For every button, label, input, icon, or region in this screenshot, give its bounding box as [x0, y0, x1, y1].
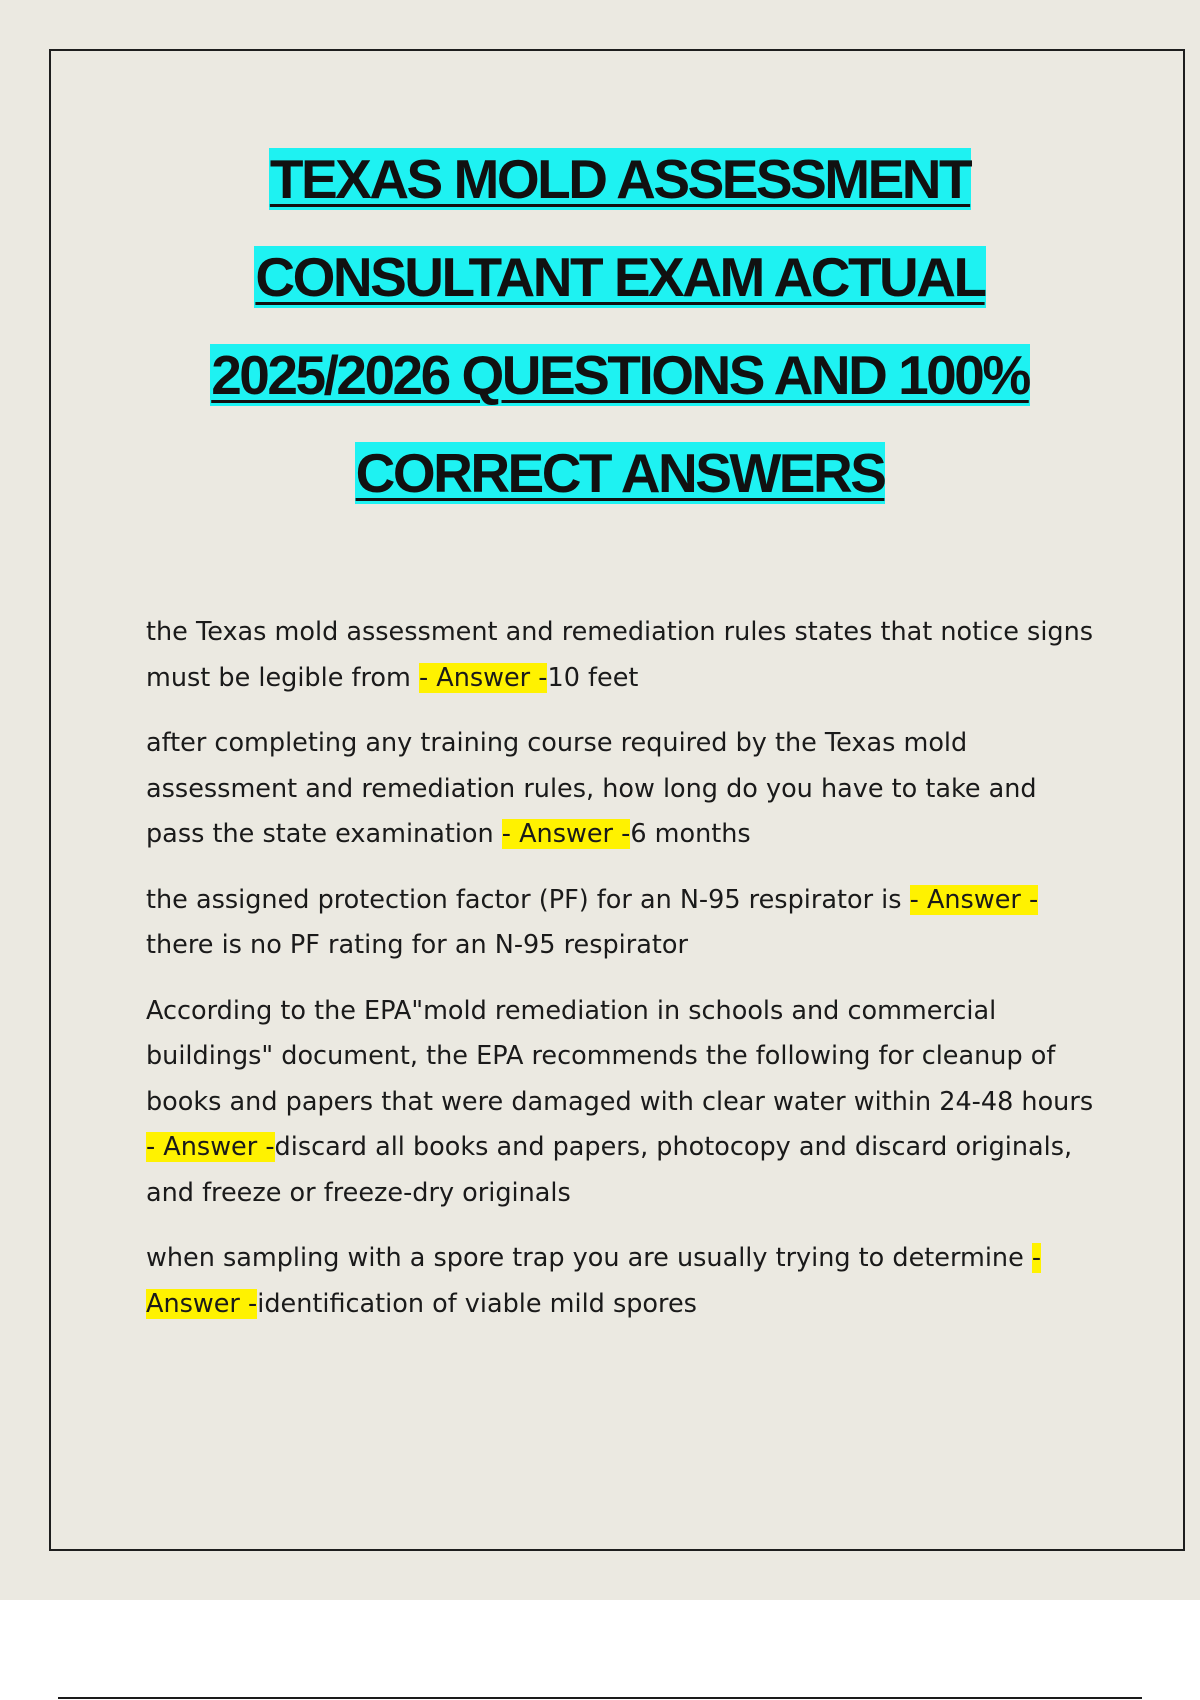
qa-list — [146, 610, 1096, 1347]
question-text: the assigned protection factor (PF) for an N-95 respirator is — [146, 884, 910, 915]
answer-marker: - Answer - — [909, 884, 1039, 915]
title-line-text: CONSULTANT EXAM ACTUAL — [255, 246, 985, 308]
title-line-text: 2025/2026 QUESTIONS AND 100% — [211, 344, 1029, 406]
answer-text: 10 feet — [547, 662, 639, 693]
qa-item — [146, 1236, 1096, 1327]
answer-text: discard all books and papers, photocopy and discard originals, and freeze or freeze-dry originals — [146, 1132, 1073, 1208]
question-text: when sampling with a spore trap you are usually trying to determine — [146, 1243, 1032, 1273]
answer-text: identification of viable mild spores — [257, 1288, 697, 1319]
title-line — [60, 228, 1180, 326]
question-text: the Texas mold assessment and remediation rules states that notice signs must be legible from — [146, 617, 1094, 693]
qa-item — [146, 721, 1096, 858]
qa-item — [146, 878, 1096, 969]
answer-marker: - Answer - — [146, 1132, 275, 1162]
answer-text: there is no PF rating for an N-95 respirator — [146, 930, 688, 960]
title-line — [60, 326, 1180, 424]
title-line — [60, 130, 1180, 228]
title-line — [60, 424, 1180, 522]
bottom-divider — [58, 1697, 1142, 1699]
document-title — [60, 130, 1180, 522]
answer-text: 6 months — [630, 819, 751, 849]
answer-marker: - Answer - — [418, 662, 548, 693]
question-text: According to the EPA"mold remediation in schools and commercial buildings" document, the EPA recommends the following for cleanup of books and papers that were damaged with clear water within 24-48 hours — [146, 995, 1094, 1117]
qa-item — [146, 610, 1096, 701]
qa-item — [146, 989, 1096, 1217]
answer-marker: - Answer - — [146, 1243, 1042, 1319]
answer-marker: - Answer - — [501, 819, 631, 849]
title-line-text: CORRECT ANSWERS — [355, 442, 885, 504]
question-text: after completing any training course required by the Texas mold assessment and remediation rules, how long do you have to take and pass the state examination — [146, 728, 1037, 849]
title-line-text: TEXAS MOLD ASSESSMENT — [269, 148, 971, 210]
